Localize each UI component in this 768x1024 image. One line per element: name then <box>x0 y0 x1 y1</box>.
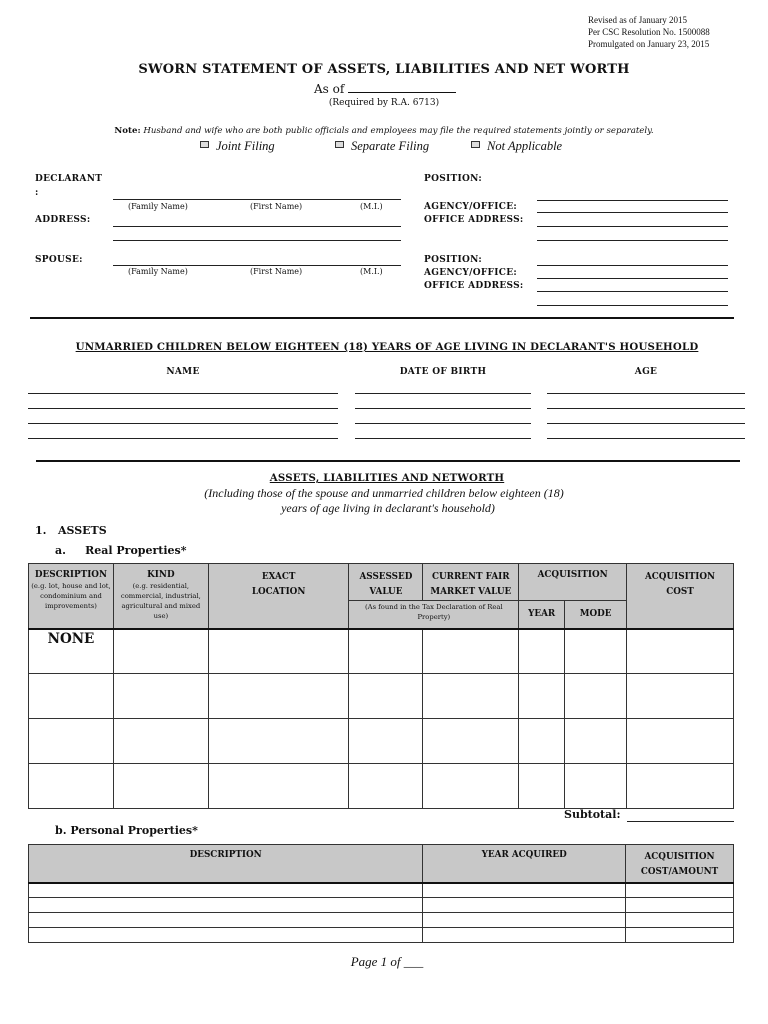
table-cell[interactable] <box>627 764 734 809</box>
child-dob-field-4[interactable] <box>355 438 531 439</box>
table-cell[interactable] <box>29 719 114 764</box>
real-properties-label: Real Properties* <box>85 544 187 557</box>
declarant-first-name-caption: (First Name) <box>250 202 303 211</box>
child-name-field-2[interactable] <box>28 408 338 409</box>
table-cell[interactable] <box>565 629 627 674</box>
spouse-name-field[interactable] <box>113 265 401 266</box>
col-found-note <box>349 601 519 629</box>
table-cell[interactable] <box>29 928 423 943</box>
col-assessed-line-1: ASSESSED <box>359 572 413 582</box>
table-row <box>29 928 734 943</box>
col-assessed-line-2: VALUE <box>369 587 403 597</box>
col-mode: MODE <box>565 601 627 629</box>
table-cell[interactable] <box>208 764 349 809</box>
agency-field[interactable] <box>537 212 728 213</box>
not-applicable-label: Not Applicable <box>487 139 563 153</box>
table-cell[interactable] <box>113 674 208 719</box>
spouse-family-name-caption: (Family Name) <box>128 267 188 276</box>
table-row <box>29 719 734 764</box>
note <box>0 126 768 136</box>
table-cell[interactable] <box>113 764 208 809</box>
table-cell[interactable] <box>113 719 208 764</box>
table-cell[interactable] <box>565 719 627 764</box>
table-cell[interactable] <box>349 764 423 809</box>
child-name-field-3[interactable] <box>28 423 338 424</box>
col-location-line-1: EXACT <box>261 572 296 582</box>
children-section-title: UNMARRIED CHILDREN BELOW EIGHTEEN (18) YEARS OF AGE LIVING IN DECLARANT'S HOUSEHOLD <box>75 341 699 353</box>
table-cell[interactable] <box>423 913 626 928</box>
office-address-label: OFFICE ADDRESS: <box>424 215 524 225</box>
col-acquisition-cost <box>627 564 734 629</box>
col-kind <box>113 564 208 629</box>
table-cell[interactable] <box>113 629 208 674</box>
first-row-description[interactable]: NONE <box>29 629 114 674</box>
col-kind-note: (e.g. residential, commercial, industrial, agricultural and mixed use) <box>120 582 201 620</box>
table-cell[interactable] <box>565 764 627 809</box>
found-note-text: (As found in the Tax Declaration of Real Property) <box>365 603 503 621</box>
revision-info <box>588 14 710 50</box>
children-col-age: AGE <box>634 367 658 377</box>
table-cell[interactable] <box>423 674 519 719</box>
table-row <box>29 898 734 913</box>
table-cell[interactable] <box>29 913 423 928</box>
children-col-dob: DATE OF BIRTH <box>399 367 487 377</box>
col-market-line-2: MARKET VALUE <box>430 587 512 597</box>
spouse-first-name-caption: (First Name) <box>250 267 303 276</box>
position-field[interactable] <box>537 200 728 201</box>
table-cell[interactable] <box>208 719 349 764</box>
col-acquisition: ACQUISITION <box>519 564 627 601</box>
required-by: (Required by R.A. 6713) <box>328 98 440 108</box>
subtotal-label: Subtotal: <box>564 808 621 821</box>
table-row <box>29 764 734 809</box>
table-cell[interactable] <box>519 719 565 764</box>
table-row <box>29 674 734 719</box>
revision-line-2: Per CSC Resolution No. 1500088 <box>588 27 710 37</box>
assets-label: ASSETS <box>57 524 107 537</box>
office-address-field-2[interactable] <box>537 240 728 241</box>
col-description-note: (e.g. lot, house and lot, condominium and improvements) <box>31 582 111 610</box>
section-divider <box>30 317 734 319</box>
checkbox-icon[interactable] <box>471 141 480 148</box>
child-dob-field-1[interactable] <box>355 393 531 394</box>
col-market-line-1: CURRENT FAIR <box>431 572 510 582</box>
spouse-label: SPOUSE: <box>35 255 83 265</box>
declarant-mi-caption: (M.I.) <box>360 202 383 211</box>
child-age-field-2[interactable] <box>547 408 745 409</box>
not-applicable-option[interactable] <box>471 139 562 154</box>
separate-filing-label: Separate Filing <box>351 139 430 153</box>
table-cell[interactable] <box>29 674 114 719</box>
as-of <box>314 82 456 96</box>
table-cell[interactable] <box>519 674 565 719</box>
table-cell[interactable] <box>626 898 734 913</box>
joint-filing-label: Joint Filing <box>216 139 275 153</box>
child-age-field-1[interactable] <box>547 393 745 394</box>
joint-filing-option[interactable] <box>200 139 275 154</box>
office-address-field-1[interactable] <box>537 226 728 227</box>
children-col-name: NAME <box>166 367 200 377</box>
personal-properties-heading: b. Personal Properties* <box>55 824 198 837</box>
note-text: Husband and wife who are both public officials and employees may file the required statements jointly or separately. <box>143 126 654 136</box>
position-label: POSITION: <box>424 174 482 184</box>
subtotal-field[interactable] <box>627 821 734 822</box>
note-label: Note: <box>114 126 141 136</box>
table-cell[interactable] <box>29 883 423 898</box>
spouse-agency-label: AGENCY/OFFICE: <box>424 268 518 278</box>
col-kind-label: KIND <box>147 570 175 580</box>
assets-subtitle-2: years of age living in declarant's household) <box>281 501 495 515</box>
as-of-label: As of <box>314 82 345 96</box>
declarant-family-name-caption: (Family Name) <box>128 202 188 211</box>
real-properties-heading <box>55 544 187 557</box>
spouse-agency-field[interactable] <box>537 278 728 279</box>
col-assessed-value <box>349 564 423 601</box>
spouse-position-field[interactable] <box>537 265 728 266</box>
table-cell[interactable] <box>423 629 519 674</box>
col-acq-cost-line-1: ACQUISITION <box>644 572 716 582</box>
personal-col-cost-line-2: COST/AMOUNT <box>640 867 719 877</box>
table-cell[interactable] <box>627 629 734 674</box>
table-cell[interactable] <box>519 764 565 809</box>
table-cell[interactable] <box>423 764 519 809</box>
section-divider <box>36 460 740 462</box>
table-cell[interactable] <box>423 883 626 898</box>
table-cell[interactable] <box>423 898 626 913</box>
child-name-field-4[interactable] <box>28 438 338 439</box>
address-field-1[interactable] <box>113 226 401 227</box>
assets-section-title: ASSETS, LIABILITIES AND NETWORTH <box>269 472 505 484</box>
child-name-field-1[interactable] <box>28 393 338 394</box>
table-cell[interactable] <box>423 928 626 943</box>
checkbox-icon[interactable] <box>335 141 344 148</box>
table-cell[interactable] <box>627 719 734 764</box>
assets-subtitle-1: (Including those of the spouse and unmarried children below eighteen (18) <box>204 486 564 500</box>
table-row <box>29 913 734 928</box>
child-dob-field-3[interactable] <box>355 423 531 424</box>
table-row <box>29 629 734 674</box>
personal-col-cost-line-1: ACQUISITION <box>644 852 715 862</box>
as-of-date-field[interactable] <box>348 82 456 93</box>
col-description-label: DESCRIPTION <box>34 570 108 580</box>
real-properties-table <box>28 563 734 809</box>
table-cell[interactable] <box>423 719 519 764</box>
table-cell[interactable] <box>29 898 423 913</box>
revision-line-1: Revised as of January 2015 <box>588 15 687 25</box>
real-properties-letter: a. <box>55 544 66 557</box>
table-cell[interactable] <box>29 764 114 809</box>
table-cell[interactable] <box>626 928 734 943</box>
table-cell[interactable] <box>626 883 734 898</box>
table-cell[interactable] <box>627 674 734 719</box>
col-description <box>29 564 114 629</box>
child-dob-field-2[interactable] <box>355 408 531 409</box>
spouse-office-address-field-2[interactable] <box>537 305 728 306</box>
col-acq-cost-line-2: COST <box>666 587 694 597</box>
spouse-office-address-label: OFFICE ADDRESS: <box>424 281 524 291</box>
col-market-value <box>423 564 519 601</box>
declarant-label: DECLARANT <box>35 174 103 184</box>
table-cell[interactable] <box>565 674 627 719</box>
personal-col-year: YEAR ACQUIRED <box>423 845 626 883</box>
personal-properties-table <box>28 844 734 943</box>
address-label: ADDRESS: <box>35 215 91 225</box>
table-row <box>29 883 734 898</box>
spouse-position-label: POSITION: <box>424 255 482 265</box>
page-footer: Page 1 of ___ <box>350 954 424 969</box>
table-cell[interactable] <box>208 674 349 719</box>
agency-label: AGENCY/OFFICE: <box>424 202 518 212</box>
personal-col-description: DESCRIPTION <box>29 845 423 883</box>
table-cell[interactable] <box>208 629 349 674</box>
address-field-2[interactable] <box>113 240 401 241</box>
declarant-colon: : <box>35 188 39 198</box>
spouse-mi-caption: (M.I.) <box>360 267 383 276</box>
child-age-field-3[interactable] <box>547 423 745 424</box>
spouse-office-address-field-1[interactable] <box>537 291 728 292</box>
personal-col-cost <box>626 845 734 883</box>
checkbox-icon[interactable] <box>200 141 209 148</box>
col-location-line-2: LOCATION <box>251 587 306 597</box>
table-cell[interactable] <box>626 913 734 928</box>
child-age-field-4[interactable] <box>547 438 745 439</box>
table-cell[interactable] <box>349 674 423 719</box>
table-cell[interactable] <box>519 629 565 674</box>
col-year: YEAR <box>519 601 565 629</box>
separate-filing-option[interactable] <box>335 139 429 154</box>
assets-heading <box>35 524 107 537</box>
col-location <box>208 564 349 629</box>
table-cell[interactable] <box>349 719 423 764</box>
table-cell[interactable] <box>349 629 423 674</box>
assets-number: 1. <box>35 524 47 537</box>
declarant-name-field[interactable] <box>113 199 401 200</box>
revision-line-3: Promulgated on January 23, 2015 <box>588 39 710 49</box>
page-title: SWORN STATEMENT OF ASSETS, LIABILITIES AND NET WORTH <box>138 62 630 77</box>
